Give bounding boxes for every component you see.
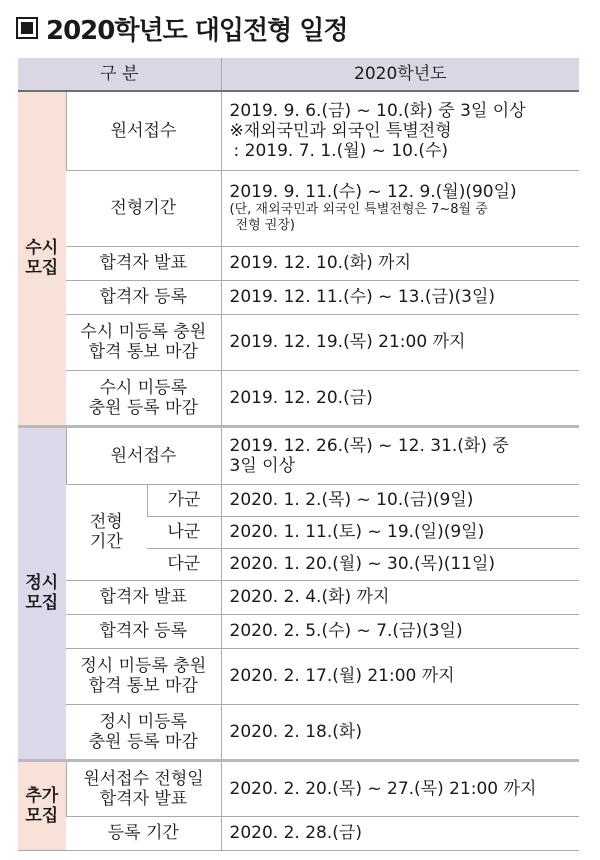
table-row xyxy=(18,370,579,426)
header-year: 2020학년도 xyxy=(221,58,579,91)
header-row xyxy=(18,58,579,91)
page-title xyxy=(16,8,348,48)
square-bullet-icon xyxy=(16,17,38,39)
row-item: 전형기간 xyxy=(66,170,221,246)
row-value: 2020. 1. 2.(목) ~ 10.(금)(9일) xyxy=(221,484,579,516)
row-value: 2019. 12. 10.(화) 까지 xyxy=(221,246,579,280)
table-row xyxy=(18,580,579,614)
row-value: 2020. 1. 11.(토) ~ 19.(일)(9일) xyxy=(221,516,579,548)
row-item: 등록 기간 xyxy=(66,816,221,850)
row-value: 2020. 2. 17.(월) 21:00 까지 xyxy=(221,648,579,704)
row-item: 정시 미등록 충원 합격 통보 마감 xyxy=(66,648,221,704)
table-row xyxy=(18,484,579,516)
table-row xyxy=(18,314,579,370)
table-row xyxy=(18,280,579,314)
group-label-jeongsi: 정시 모집 xyxy=(18,426,66,760)
table-row xyxy=(18,816,579,850)
table-row xyxy=(18,426,579,484)
row-item: 수시 미등록 충원 등록 마감 xyxy=(66,370,221,426)
row-value: 2019. 12. 20.(금) xyxy=(221,370,579,426)
schedule-table xyxy=(18,58,579,851)
row-value: 2020. 2. 18.(화) xyxy=(221,704,579,760)
row-value: 2020. 2. 28.(금) xyxy=(221,816,579,850)
table-row xyxy=(18,246,579,280)
period-group-name: 나군 xyxy=(147,516,221,548)
row-value: 2019. 12. 19.(목) 21:00 까지 xyxy=(221,314,579,370)
row-value: 2020. 2. 20.(목) ~ 27.(목) 21:00 까지 xyxy=(221,760,579,816)
row-value: 2019. 9. 11.(수) ~ 12. 9.(월)(90일) (단, 재외국민과 외국인 특별전형은 7~8월 중 전형 권장) xyxy=(221,170,579,246)
table-row xyxy=(18,648,579,704)
group-label-susi: 수시 모집 xyxy=(18,91,66,426)
row-value: 2019. 12. 11.(수) ~ 13.(금)(3일) xyxy=(221,280,579,314)
period-label: 전형 기간 xyxy=(66,484,147,580)
row-item: 합격자 발표 xyxy=(66,246,221,280)
row-item: 합격자 등록 xyxy=(66,614,221,648)
row-item: 수시 미등록 충원 합격 통보 마감 xyxy=(66,314,221,370)
header-category: 구 분 xyxy=(18,58,221,91)
row-value: 2019. 12. 26.(목) ~ 12. 31.(화) 중 3일 이상 xyxy=(221,426,579,484)
row-value: 2020. 2. 4.(화) 까지 xyxy=(221,580,579,614)
table-row xyxy=(18,614,579,648)
row-value: 2019. 9. 6.(금) ~ 10.(화) 중 3일 이상 ※재외국민과 외국인 특별전형 : 2019. 7. 1.(월) ~ 10.(수) xyxy=(221,91,579,170)
row-value: 2020. 2. 5.(수) ~ 7.(금)(3일) xyxy=(221,614,579,648)
row-item: 합격자 발표 xyxy=(66,580,221,614)
table-row xyxy=(18,704,579,760)
table-row xyxy=(18,760,579,816)
table-row xyxy=(18,91,579,170)
title-text: 2020학년도 대입전형 일정 xyxy=(46,15,348,46)
row-value: 2020. 1. 20.(월) ~ 30.(목)(11일) xyxy=(221,548,579,580)
period-group-name: 다군 xyxy=(147,548,221,580)
group-label-chuga: 추가 모집 xyxy=(18,760,66,850)
row-item: 원서접수 전형일 합격자 발표 xyxy=(66,760,221,816)
row-item: 합격자 등록 xyxy=(66,280,221,314)
row-item: 원서접수 xyxy=(66,426,221,484)
row-item: 원서접수 xyxy=(66,91,221,170)
table-row xyxy=(18,170,579,246)
row-item: 정시 미등록 충원 등록 마감 xyxy=(66,704,221,760)
period-group-name: 가군 xyxy=(147,484,221,516)
